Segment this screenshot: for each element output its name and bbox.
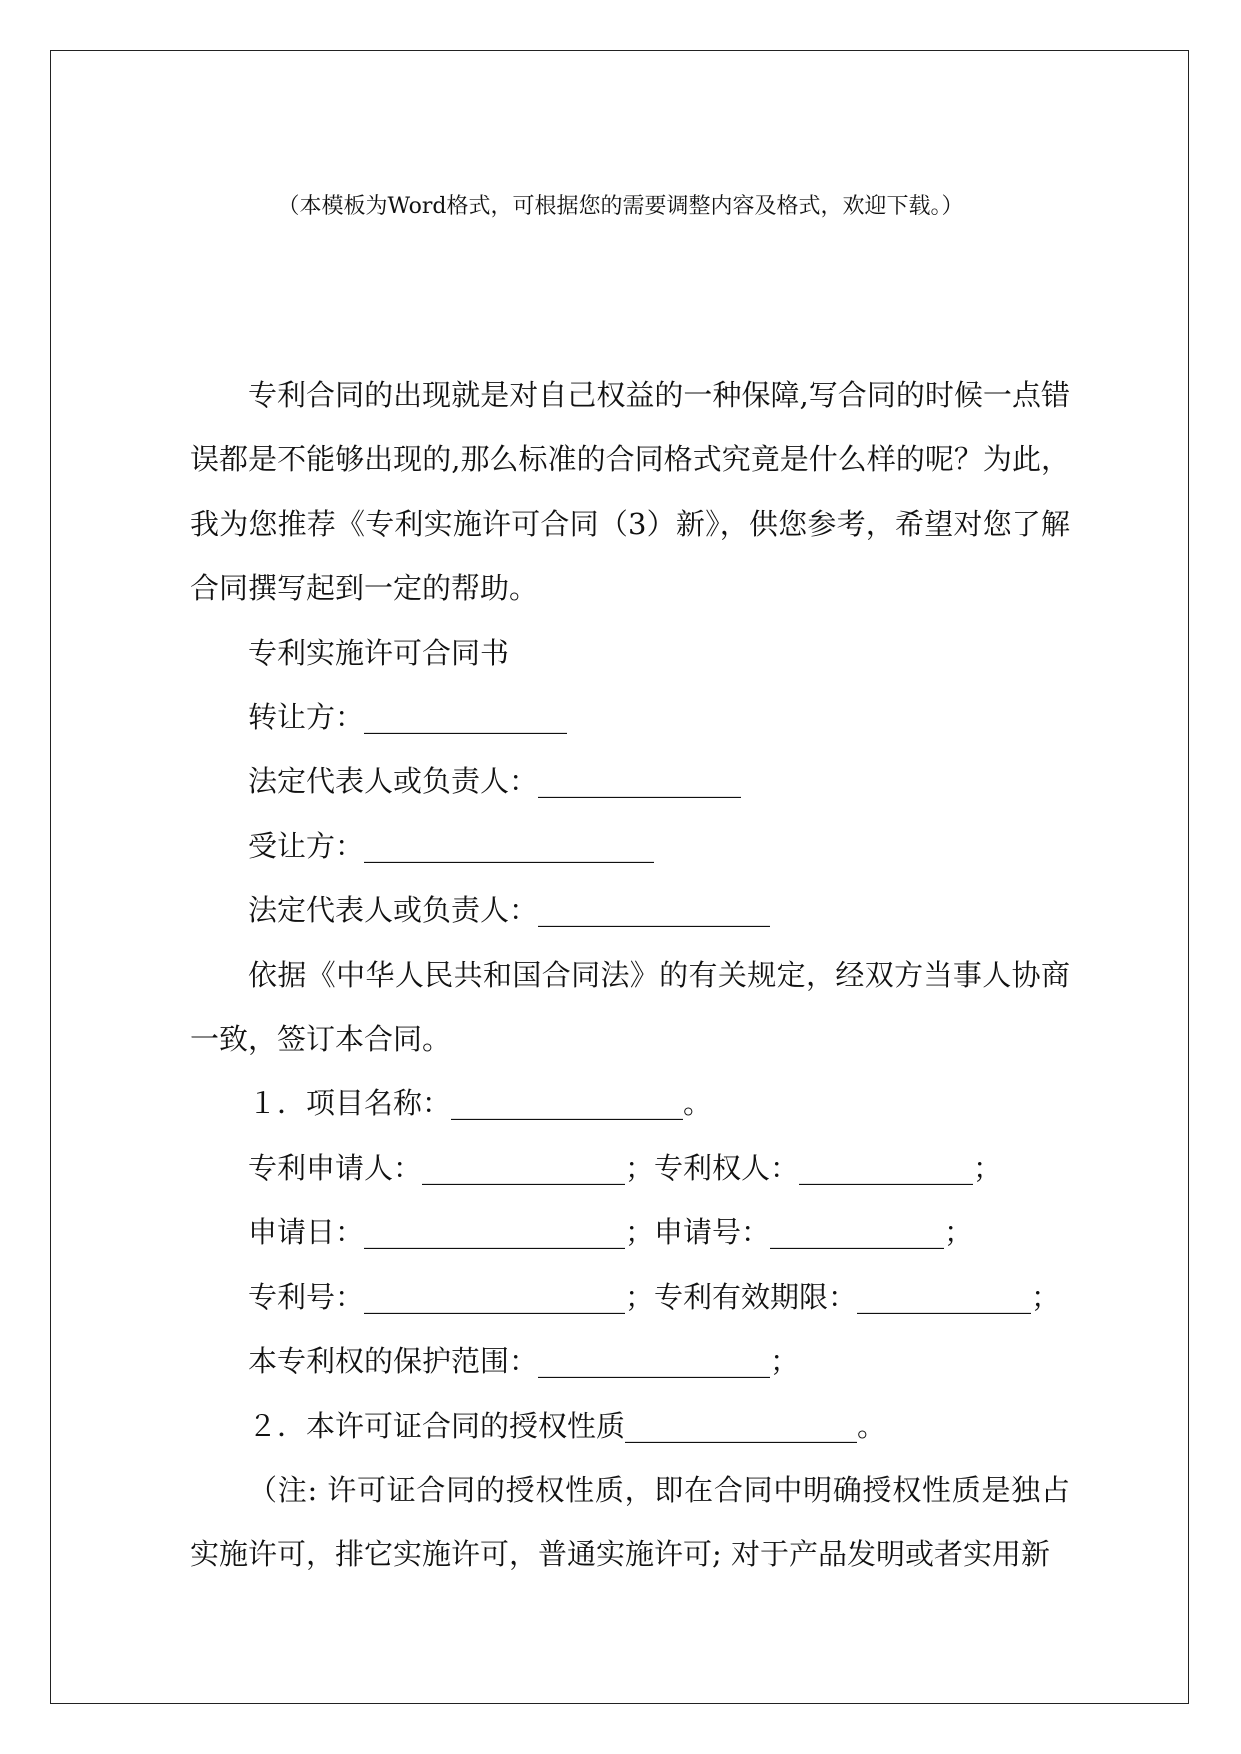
licensor-line: 转让方：______________	[248, 700, 568, 735]
legal-basis-paragraph: 依据《中华人民共和国合同法》的有关规定，经双方当事人协商一致，签订本合同。	[190, 957, 1070, 1057]
project-name-line: １．项目名称：________________。	[248, 1086, 713, 1121]
application-date-line: 申请日：__________________；申请号：____________；	[248, 1215, 974, 1250]
license-nature-note: （注: 许可证合同的授权性质，即在合同中明确授权性质是独占实施许可，排它实施许可，普通实施许可; 对于产品发明或者实用新	[190, 1472, 1070, 1572]
document-body	[190, 363, 1070, 1587]
license-nature-line: ２．本许可证合同的授权性质________________。	[248, 1408, 887, 1443]
contract-title: 专利实施许可合同书	[248, 635, 510, 670]
intro-paragraph: 专利合同的出现就是对自己权益的一种保障,写合同的时候一点错误都是不能够出现的,那么标准的合同格式究竟是什么样的呢？为此，我为您推荐《专利实施许可合同（3）新》，供您参考，希望对您了解合同撰写起到一定的帮助。	[190, 378, 1070, 606]
licensor-representative-line: 法定代表人或负责人：______________	[248, 764, 742, 799]
licensee-representative-line: 法定代表人或负责人：________________	[248, 893, 771, 928]
licensee-line: 受让方：____________________	[248, 828, 655, 863]
template-note: （本模板为Word格式，可根据您的需要调整内容及格式，欢迎下载。）	[277, 194, 964, 219]
protection-scope-line: 本专利权的保护范围：________________；	[248, 1344, 800, 1379]
applicant-line: 专利申请人：______________；专利权人：____________；	[248, 1150, 1003, 1185]
patent-number-line: 专利号：__________________；专利有效期限：____________；	[248, 1279, 1061, 1314]
